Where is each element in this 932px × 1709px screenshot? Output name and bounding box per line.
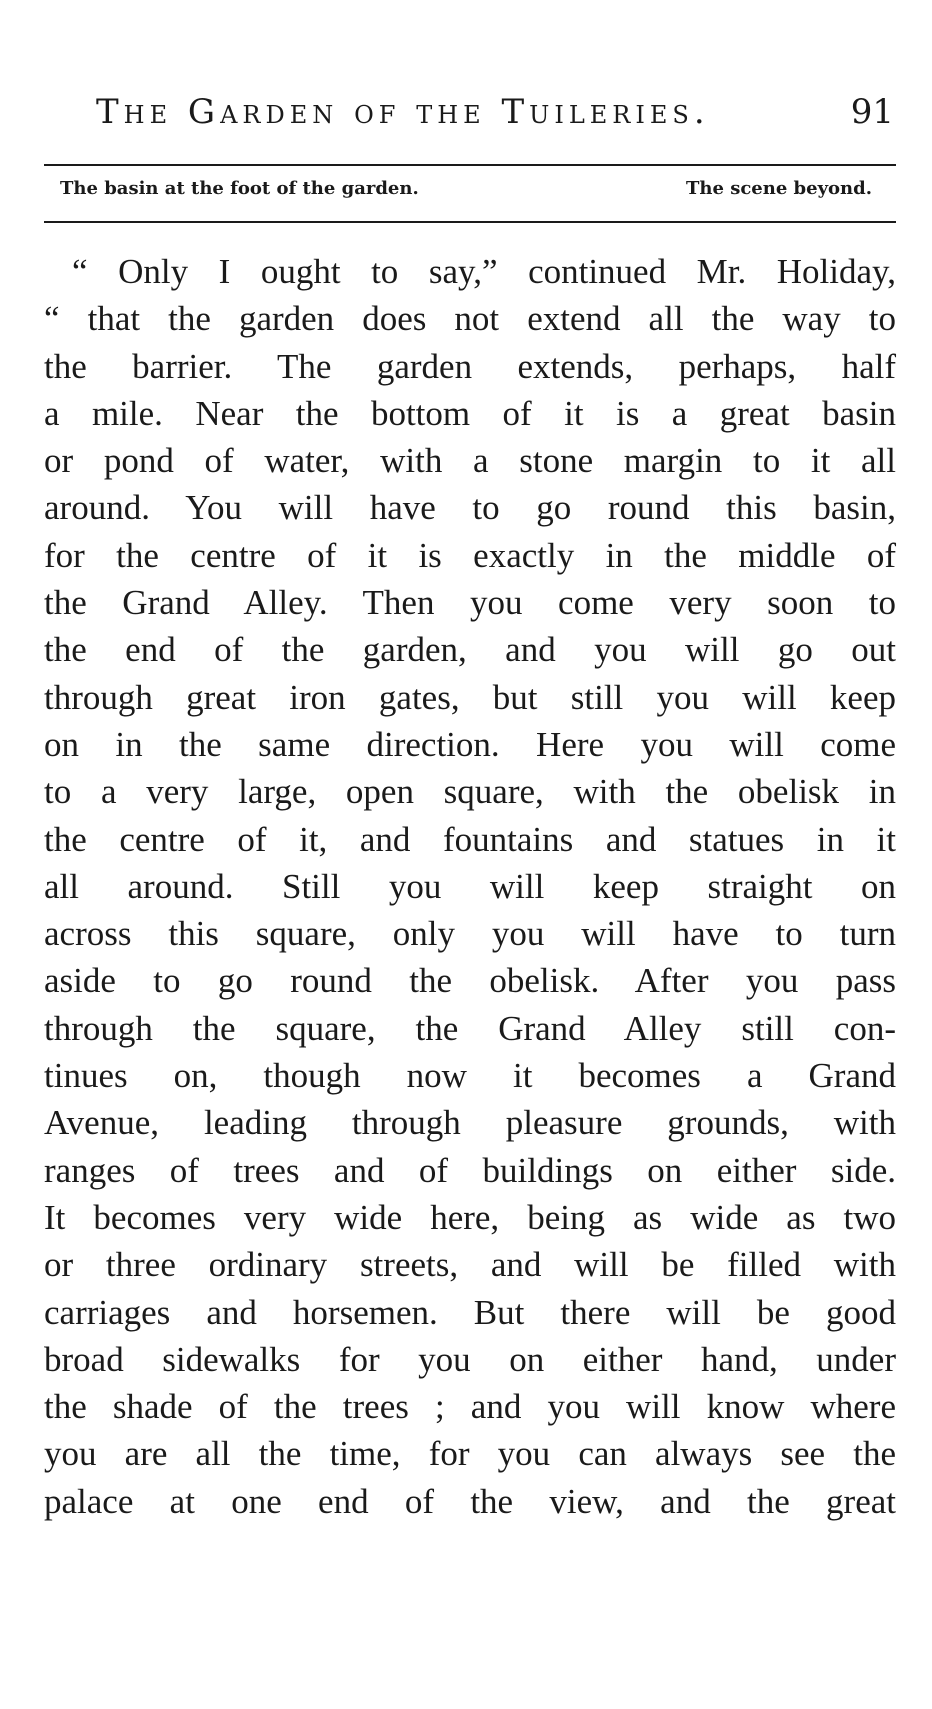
text-line: to a very large, open square, with the obelisk in <box>44 772 896 812</box>
text-line: the Grand Alley. Then you come very soon to <box>44 583 896 623</box>
text-line: or pond of water, with a stone margin to it all <box>44 441 896 481</box>
text-line: palace at one end of the view, and the great <box>44 1481 896 1521</box>
text-line: Avenue, leading through pleasure grounds, with <box>44 1103 896 1143</box>
text-line: a mile. Near the bottom of it is a great basin <box>44 393 896 433</box>
text-line: broad sidewalks for you on either hand, under <box>44 1339 896 1379</box>
text-line: It becomes very wide here, being as wide as two <box>44 1197 896 1237</box>
text-line: “ Only I ought to say,” continued Mr. Holiday, <box>72 252 896 291</box>
text-line: you are all the time, for you can always see the <box>44 1434 896 1474</box>
marginal-subhead-right: The scene beyond. <box>686 178 872 199</box>
text-line: the shade of the trees ; and you will know where <box>44 1387 896 1427</box>
text-line: carriages and horsemen. But there will be good <box>44 1292 896 1332</box>
page-number: 91 <box>850 92 894 132</box>
text-line: “ that the garden does not extend all the way to <box>44 299 896 339</box>
text-line: the barrier. The garden extends, perhaps, half <box>44 346 896 386</box>
header-rule-top <box>44 164 896 166</box>
text-line: the centre of it, and fountains and statues in it <box>44 819 896 859</box>
text-line: the end of the garden, and you will go out <box>44 630 896 670</box>
text-line: through the square, the Grand Alley still con- <box>44 1008 896 1048</box>
text-line: ranges of trees and of buildings on either side. <box>44 1150 896 1190</box>
text-line: around. You will have to go round this basin, <box>44 488 896 528</box>
running-head <box>44 92 896 148</box>
text-line: or three ordinary streets, and will be filled with <box>44 1245 896 1285</box>
text-line: through great iron gates, but still you will keep <box>44 677 896 717</box>
marginal-subhead-left: The basin at the foot of the garden. <box>60 178 419 199</box>
header-rule-bottom <box>44 221 896 223</box>
text-line: on in the same direction. Here you will come <box>44 724 896 764</box>
text-line: for the centre of it is exactly in the middle of <box>44 535 896 575</box>
text-line: tinues on, though now it becomes a Grand <box>44 1056 896 1096</box>
text-line: aside to go round the obelisk. After you pass <box>44 961 896 1001</box>
running-title: The Garden of the Tuileries. <box>96 92 710 132</box>
text-line: all around. Still you will keep straight on <box>44 866 896 906</box>
body-text <box>44 248 896 1525</box>
text-line: across this square, only you will have to turn <box>44 914 896 954</box>
